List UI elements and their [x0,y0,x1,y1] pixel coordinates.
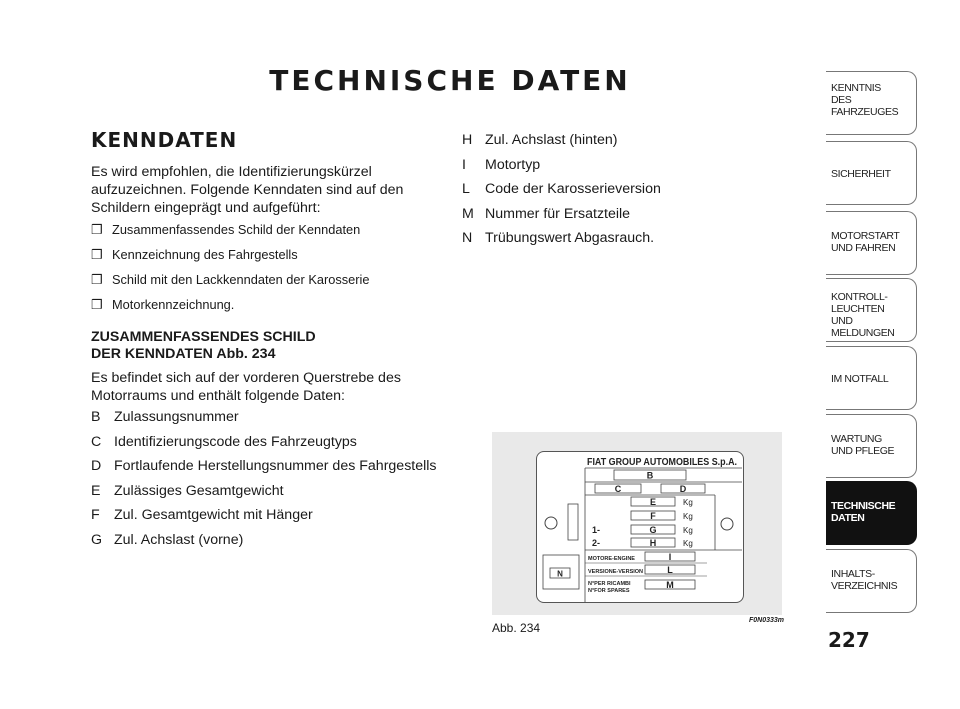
plate-header: FIAT GROUP AUTOMOBILES S.p.A. [587,457,738,468]
plate-field-g: G [649,525,657,535]
figure-code: F0N0333m [749,617,785,624]
list-item: ❒ Zusammenfassendes Schild der Kenndaten [91,222,361,237]
for-spares-label: N°FOR SPARES [588,588,630,594]
list-item: ❒ Motorkennzeichnung. [91,297,235,312]
list-item: ❒ Kennzeichnung des Fahrgestells [91,247,298,262]
intro-paragraph: Es wird empfohlen, die Identifizierungskürzel aufzuzeichnen. Folgende Kenndaten sind auf den Schildern eingeprägt und aufgeführt: [91,164,404,216]
definition-item: E Zulässiges Gesamtgewicht [91,482,284,499]
checkbox-bullet-icon: ❒ [91,272,103,287]
checkbox-bullet-icon: ❒ [91,247,103,262]
plate-field-l: L [667,565,673,575]
tab-sicherheit[interactable]: SICHERHEIT [826,141,917,205]
definition-list-left [91,408,437,555]
section-title: KENNDATEN [91,128,238,152]
tab-inhaltsverzeichnis[interactable]: INHALTS- VERZEICHNIS [826,549,917,613]
subheading-intro: Es befindet sich auf der vorderen Querstrebe des Motorraums und enthält folgende Daten: [91,370,401,404]
checkbox-bullet-icon: ❒ [91,297,103,312]
unit-label: Kg [683,512,693,521]
definition-list-right [462,131,661,254]
tab-kenntnis[interactable]: KENNTNIS DES FAHRZEUGES [826,71,917,135]
tab-wartung[interactable]: WARTUNG UND PFLEGE [826,414,917,478]
figure-caption: Abb. 234 [492,621,541,635]
definition-item: I Motortyp [462,156,541,173]
plate-field-i: I [668,552,672,562]
list-item: ❒ Schild mit den Lackkenndaten der Karosserie [91,272,370,287]
plate-field-e: E [649,497,657,507]
plate-bracket [568,504,578,540]
definition-item: C Identifizierungscode des Fahrzeugtyps [91,433,357,450]
plate-field-b: B [646,470,654,481]
tab-motorstart[interactable]: MOTORSTART UND FAHREN [826,211,917,275]
plate-field-c: C [614,484,622,494]
page-number: 227 [828,628,870,652]
page-title: TECHNISCHE DATEN [269,64,631,97]
plate-field-m: M [666,580,674,590]
plate-hole-right [721,518,733,530]
plate-field-f: F [650,511,656,521]
definition-item: L Code der Karosserieversion [462,181,661,197]
plate-hole-left [545,517,557,529]
definition-item: H Zul. Achslast (hinten) [462,132,618,148]
tab-technische-daten[interactable]: TECHNISCHE DATEN [826,481,917,545]
per-ricambi-label: N°PER RICAMBI [588,581,631,587]
versione-version-label: VERSIONE-VERSION [588,569,644,575]
definition-item: N Trübungswert Abgasrauch. [462,230,655,246]
definition-item: M Nummer für Ersatzteile [462,205,631,222]
definition-item: B Zulassungsnummer [91,409,239,425]
definition-item: F Zul. Gesamtgewicht mit Hänger [91,507,313,523]
plate-field-d: D [679,484,687,494]
axle-1-label: 1- [592,525,601,535]
unit-label: Kg [683,526,693,535]
tab-im-notfall[interactable]: IM NOTFALL [826,346,917,410]
definition-item: D Fortlaufende Herstellungsnummer des Fahrgestells [91,458,437,474]
axle-2-label: 2- [592,538,601,548]
unit-label: Kg [683,539,693,548]
unit-label: Kg [683,498,693,507]
motore-engine-label: MOTORE-ENGINE [588,556,635,562]
bullet-list [91,221,451,321]
tab-kontrollleuchten[interactable]: KONTROLL- LEUCHTEN UND MELDUNGEN [826,278,917,342]
checkbox-bullet-icon: ❒ [91,222,103,237]
definition-item: G Zul. Achslast (vorne) [91,531,244,548]
identification-plate [536,451,744,603]
plate-field-n: N [557,569,563,579]
plate-field-h: H [649,538,657,548]
subheading: ZUSAMMENFASSENDES SCHILD DER KENNDATEN Abb. 234 [91,329,316,362]
